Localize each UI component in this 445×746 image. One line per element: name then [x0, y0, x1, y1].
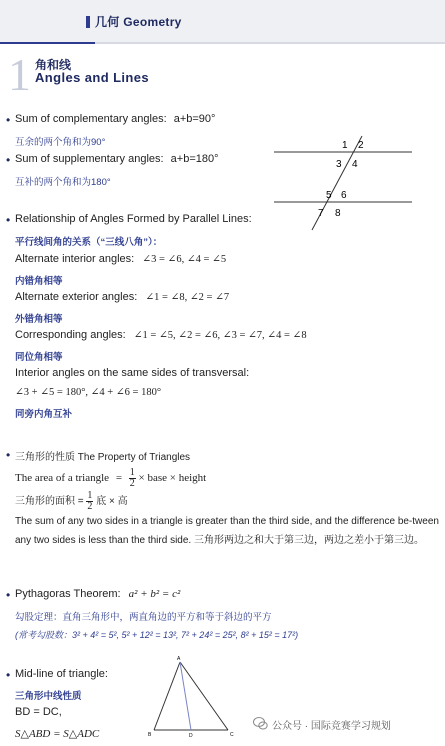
section-title-zh: 角和线: [35, 58, 72, 72]
corresponding-formula: ∠1 = ∠5, ∠2 = ∠6, ∠3 = ∠7, ∠4 = ∠8: [133, 330, 307, 341]
same-side-zh: 同旁内角互补: [15, 409, 73, 420]
corresponding-label: Corresponding angles:: [15, 329, 126, 341]
fraction-half: [129, 468, 136, 489]
midline-eq-bd-dc: BD = DC,: [15, 706, 62, 718]
same-side-formula: ∠3 + ∠5 = 180°, ∠4 + ∠6 = 180°: [15, 387, 162, 398]
section-number: 1: [8, 49, 31, 100]
triangle-side-ac: [180, 662, 228, 730]
complementary-label: Sum of complementary angles:: [15, 113, 167, 125]
triangle-side-ab: [154, 662, 180, 730]
point-label-c: C: [230, 732, 234, 738]
supplementary-label: Sum of supplementary angles:: [15, 153, 164, 165]
triangle-inequality-text: The sum of any two sides in a triangle is greater than the third side, and the difference be-tween any two sides is less than the third side. 三角形两边之和大于第三边，两边之差小于第三边。: [15, 516, 439, 546]
pythagoras-label: Pythagoras Theorem:: [15, 588, 121, 600]
corresponding-line: [15, 329, 307, 341]
section-title-en: Angles and Lines: [35, 70, 150, 85]
header-bar: [0, 0, 445, 42]
midline-zh: 三角形中线性质: [15, 691, 82, 702]
pythagoras-formula: a² + b² = c²: [128, 588, 181, 600]
angle-label-6: 6: [341, 190, 347, 201]
alt-interior-line: [15, 253, 226, 265]
angle-label-1: 1: [342, 140, 348, 151]
corresponding-zh: 同位角相等: [15, 352, 63, 363]
angle-label-4: 4: [352, 159, 358, 170]
midline-eq-area: S△ABD = S△ADC: [15, 728, 100, 740]
alt-exterior-label: Alternate exterior angles:: [15, 291, 138, 303]
area-en-label: The area of a triangle: [15, 472, 110, 485]
point-label-d: D: [189, 733, 193, 739]
page-title: 几何 Geometry: [95, 15, 182, 29]
triangle-area-en: [15, 468, 206, 489]
midline-title: • Mid-line of triangle:: [15, 668, 108, 680]
complementary-line: [15, 113, 215, 125]
alt-interior-zh: 内错角相等: [15, 276, 63, 287]
parallel-title: • Relationship of Angles Formed by Parallel Lines:: [15, 213, 252, 225]
alt-exterior-line: [15, 291, 229, 303]
fraction-half-zh: [86, 491, 93, 512]
alt-exterior-formula: ∠1 = ∠8, ∠2 = ∠7: [145, 292, 230, 303]
angle-label-5: 5: [326, 190, 332, 201]
triangle-title: • 三角形的性质 The Property of Triangles: [15, 448, 190, 463]
angle-label-8: 8: [335, 208, 341, 219]
same-side-label: Interior angles on the same sides of transversal:: [15, 367, 250, 379]
fraction-numerator-zh: 1: [87, 490, 93, 501]
complementary-formula: a+b=90°: [173, 113, 216, 125]
alt-interior-formula: ∠3 = ∠6, ∠4 = ∠5: [142, 254, 227, 265]
parallel-lines-figure: [270, 132, 420, 232]
alt-interior-label: Alternate interior angles:: [15, 253, 135, 265]
parallel-zh: 平行线间角的关系（“三线八角”）：: [15, 237, 163, 248]
triangle-median-figure: [146, 654, 242, 740]
fraction-numerator: 1: [129, 467, 135, 478]
triangle-area-zh: [15, 491, 128, 512]
area-zh-rest: 底 × 高: [96, 496, 128, 508]
supplementary-line: [15, 153, 219, 165]
pythagoras-zh: 勾股定理：直角三角形中，两直角边的平方和等于斜边的平方: [15, 612, 272, 623]
complementary-zh: 互余的两个角和为90°: [15, 137, 106, 148]
pythagoras-line: [15, 588, 180, 600]
angle-label-7: 7: [318, 208, 324, 219]
header-accent-line: [0, 42, 95, 44]
watermark-text: 公众号 · 国际竞赛学习规划: [272, 721, 391, 732]
header-marker: [86, 16, 90, 28]
area-en-rest: × base × height: [138, 472, 207, 485]
angle-label-3: 3: [336, 159, 342, 170]
alt-exterior-zh: 外错角相等: [15, 314, 63, 325]
area-zh-label: 三角形的面积 =: [15, 496, 84, 508]
pythagorean-triples-note: (常考勾股数：3² + 4² = 5², 5² + 12² = 13², 7² + 24² = 25², 8² + 15² = 17²): [15, 630, 299, 640]
supplementary-zh: 互补的两个角和为180°: [15, 177, 111, 188]
fraction-denominator: 2: [129, 478, 135, 489]
point-label-a: A: [177, 656, 181, 662]
supplementary-formula: a+b=180°: [170, 153, 219, 165]
angle-label-2: 2: [358, 140, 364, 151]
median-ad: [180, 662, 191, 730]
equals-sign: =: [115, 472, 123, 485]
point-label-b: B: [148, 732, 152, 738]
fraction-denominator-zh: 2: [87, 501, 93, 512]
wechat-icon: [253, 716, 268, 731]
